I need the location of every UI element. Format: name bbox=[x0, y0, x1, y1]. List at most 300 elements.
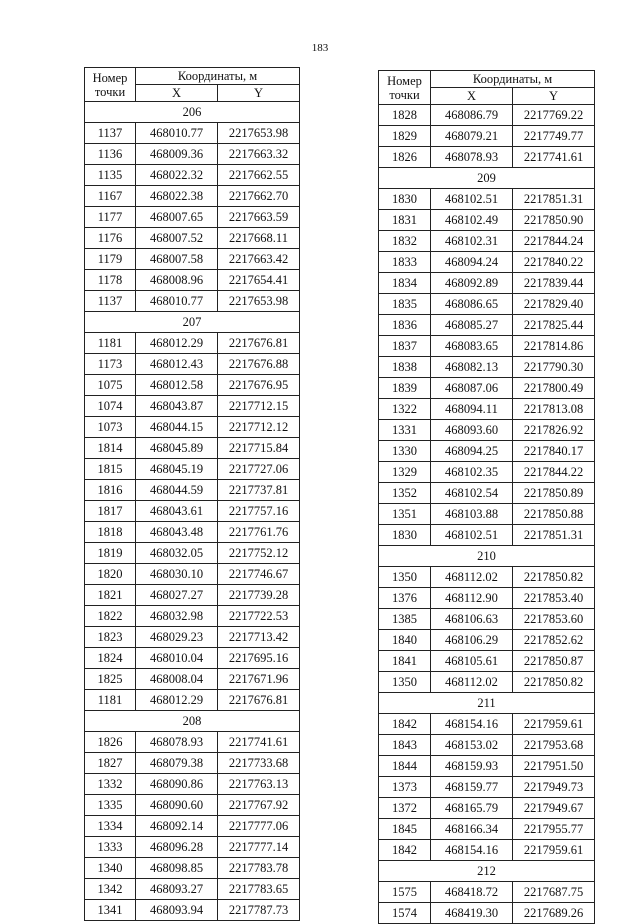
y-coordinate: 2217663.42 bbox=[218, 249, 300, 270]
table-row bbox=[85, 732, 300, 753]
x-coordinate: 468093.60 bbox=[431, 420, 513, 441]
x-coordinate: 468007.65 bbox=[136, 207, 218, 228]
x-coordinate: 468159.93 bbox=[431, 756, 513, 777]
x-coordinate: 468086.79 bbox=[431, 105, 513, 126]
x-coordinate: 468098.85 bbox=[136, 858, 218, 879]
point-number: 1817 bbox=[85, 501, 136, 522]
table-row bbox=[379, 777, 595, 798]
x-coordinate: 468079.38 bbox=[136, 753, 218, 774]
point-number: 1825 bbox=[85, 669, 136, 690]
point-number: 1330 bbox=[379, 441, 431, 462]
table-row bbox=[85, 396, 300, 417]
y-coordinate: 2217653.98 bbox=[218, 123, 300, 144]
table-row bbox=[379, 441, 595, 462]
group-number: 212 bbox=[379, 861, 595, 882]
point-number: 1828 bbox=[379, 105, 431, 126]
y-coordinate: 2217741.61 bbox=[513, 147, 595, 168]
x-coordinate: 468022.38 bbox=[136, 186, 218, 207]
point-number: 1332 bbox=[85, 774, 136, 795]
y-coordinate: 2217850.90 bbox=[513, 210, 595, 231]
y-coordinate: 2217741.61 bbox=[218, 732, 300, 753]
y-coordinate: 2217713.42 bbox=[218, 627, 300, 648]
table-row bbox=[85, 648, 300, 669]
table-row bbox=[85, 669, 300, 690]
y-coordinate: 2217850.89 bbox=[513, 483, 595, 504]
x-coordinate: 468045.19 bbox=[136, 459, 218, 480]
point-number: 1826 bbox=[379, 147, 431, 168]
x-coordinate: 468106.63 bbox=[431, 609, 513, 630]
table-row bbox=[85, 417, 300, 438]
group-row bbox=[85, 102, 300, 123]
y-coordinate: 2217777.14 bbox=[218, 837, 300, 858]
point-number: 1842 bbox=[379, 840, 431, 861]
x-coordinate: 468012.43 bbox=[136, 354, 218, 375]
group-number: 211 bbox=[379, 693, 595, 714]
table-row bbox=[379, 210, 595, 231]
point-number: 1376 bbox=[379, 588, 431, 609]
header-row bbox=[379, 71, 595, 88]
x-coordinate: 468096.28 bbox=[136, 837, 218, 858]
point-number: 1350 bbox=[379, 567, 431, 588]
x-coordinate: 468078.93 bbox=[431, 147, 513, 168]
point-number: 1181 bbox=[85, 333, 136, 354]
y-header: Y bbox=[218, 85, 300, 102]
table-row bbox=[85, 291, 300, 312]
x-coordinate: 468087.06 bbox=[431, 378, 513, 399]
table-row bbox=[85, 522, 300, 543]
y-coordinate: 2217851.31 bbox=[513, 189, 595, 210]
table-row bbox=[379, 651, 595, 672]
y-coordinate: 2217814.86 bbox=[513, 336, 595, 357]
x-header: X bbox=[136, 85, 218, 102]
x-coordinate: 468043.48 bbox=[136, 522, 218, 543]
table-row bbox=[85, 480, 300, 501]
point-number: 1574 bbox=[379, 903, 431, 924]
x-coordinate: 468086.65 bbox=[431, 294, 513, 315]
table-row bbox=[379, 798, 595, 819]
y-coordinate: 2217783.78 bbox=[218, 858, 300, 879]
y-coordinate: 2217653.98 bbox=[218, 291, 300, 312]
y-coordinate: 2217695.16 bbox=[218, 648, 300, 669]
x-coordinate: 468043.61 bbox=[136, 501, 218, 522]
table-row bbox=[85, 144, 300, 165]
x-coordinate: 468012.29 bbox=[136, 333, 218, 354]
table-row bbox=[379, 903, 595, 924]
x-coordinate: 468154.16 bbox=[431, 714, 513, 735]
table-row bbox=[379, 420, 595, 441]
y-coordinate: 2217839.44 bbox=[513, 273, 595, 294]
point-number: 1827 bbox=[85, 753, 136, 774]
point-number: 1819 bbox=[85, 543, 136, 564]
x-coordinate: 468082.13 bbox=[431, 357, 513, 378]
y-coordinate: 2217787.73 bbox=[218, 900, 300, 921]
point-number: 1372 bbox=[379, 798, 431, 819]
x-coordinate: 468012.29 bbox=[136, 690, 218, 711]
x-coordinate: 468102.51 bbox=[431, 525, 513, 546]
x-coordinate: 468165.79 bbox=[431, 798, 513, 819]
table-row bbox=[379, 483, 595, 504]
x-coordinate: 468106.29 bbox=[431, 630, 513, 651]
y-coordinate: 2217844.24 bbox=[513, 231, 595, 252]
y-coordinate: 2217813.08 bbox=[513, 399, 595, 420]
point-number: 1135 bbox=[85, 165, 136, 186]
point-number: 1840 bbox=[379, 630, 431, 651]
point-number: 1136 bbox=[85, 144, 136, 165]
x-coordinate: 468092.14 bbox=[136, 816, 218, 837]
table-row bbox=[85, 543, 300, 564]
point-number: 1137 bbox=[85, 291, 136, 312]
table-row bbox=[85, 816, 300, 837]
coordinates-table-right bbox=[378, 70, 595, 924]
point-number: 1181 bbox=[85, 690, 136, 711]
point-number: 1838 bbox=[379, 357, 431, 378]
y-coordinate: 2217769.22 bbox=[513, 105, 595, 126]
point-number: 1334 bbox=[85, 816, 136, 837]
point-number: 1845 bbox=[379, 819, 431, 840]
table-row bbox=[85, 354, 300, 375]
point-number: 1832 bbox=[379, 231, 431, 252]
x-coordinate: 468045.89 bbox=[136, 438, 218, 459]
group-number: 210 bbox=[379, 546, 595, 567]
point-number: 1075 bbox=[85, 375, 136, 396]
point-number: 1829 bbox=[379, 126, 431, 147]
table-row bbox=[85, 606, 300, 627]
table-row bbox=[379, 504, 595, 525]
point-number: 1844 bbox=[379, 756, 431, 777]
x-coordinate: 468008.04 bbox=[136, 669, 218, 690]
group-row bbox=[379, 861, 595, 882]
y-coordinate: 2217733.68 bbox=[218, 753, 300, 774]
table-row bbox=[379, 315, 595, 336]
y-coordinate: 2217749.77 bbox=[513, 126, 595, 147]
table-row bbox=[85, 186, 300, 207]
right-table-body bbox=[379, 105, 595, 924]
point-number: 1575 bbox=[379, 882, 431, 903]
y-coordinate: 2217800.49 bbox=[513, 378, 595, 399]
x-coordinate: 468044.59 bbox=[136, 480, 218, 501]
table-row bbox=[85, 249, 300, 270]
table-row bbox=[379, 735, 595, 756]
group-number: 209 bbox=[379, 168, 595, 189]
y-coordinate: 2217951.50 bbox=[513, 756, 595, 777]
point-number: 1179 bbox=[85, 249, 136, 270]
x-coordinate: 468105.61 bbox=[431, 651, 513, 672]
x-coordinate: 468029.23 bbox=[136, 627, 218, 648]
y-header: Y bbox=[513, 88, 595, 105]
x-coordinate: 468419.30 bbox=[431, 903, 513, 924]
coordinates-header: Координаты, м bbox=[136, 68, 300, 85]
y-coordinate: 2217844.22 bbox=[513, 462, 595, 483]
point-number: 1073 bbox=[85, 417, 136, 438]
group-row bbox=[85, 312, 300, 333]
table-row bbox=[85, 270, 300, 291]
point-number: 1826 bbox=[85, 732, 136, 753]
point-number: 1816 bbox=[85, 480, 136, 501]
x-coordinate: 468010.77 bbox=[136, 291, 218, 312]
point-number: 1836 bbox=[379, 315, 431, 336]
y-coordinate: 2217727.06 bbox=[218, 459, 300, 480]
y-coordinate: 2217687.75 bbox=[513, 882, 595, 903]
point-number: 1842 bbox=[379, 714, 431, 735]
y-coordinate: 2217712.15 bbox=[218, 396, 300, 417]
x-coordinate: 468085.27 bbox=[431, 315, 513, 336]
coordinates-header: Координаты, м bbox=[431, 71, 595, 88]
point-number: 1823 bbox=[85, 627, 136, 648]
x-coordinate: 468078.93 bbox=[136, 732, 218, 753]
x-header: X bbox=[431, 88, 513, 105]
point-number: 1814 bbox=[85, 438, 136, 459]
table-row bbox=[85, 837, 300, 858]
point-number: 1329 bbox=[379, 462, 431, 483]
x-coordinate: 468102.35 bbox=[431, 462, 513, 483]
table-row bbox=[379, 231, 595, 252]
point-number: 1833 bbox=[379, 252, 431, 273]
x-coordinate: 468154.16 bbox=[431, 840, 513, 861]
table-row bbox=[379, 357, 595, 378]
table-row bbox=[379, 882, 595, 903]
x-coordinate: 468093.94 bbox=[136, 900, 218, 921]
x-coordinate: 468094.25 bbox=[431, 441, 513, 462]
table-row bbox=[379, 525, 595, 546]
y-coordinate: 2217840.17 bbox=[513, 441, 595, 462]
y-coordinate: 2217676.88 bbox=[218, 354, 300, 375]
y-coordinate: 2217671.96 bbox=[218, 669, 300, 690]
table-row bbox=[379, 609, 595, 630]
point-number: 1137 bbox=[85, 123, 136, 144]
y-coordinate: 2217851.31 bbox=[513, 525, 595, 546]
group-row bbox=[379, 693, 595, 714]
y-coordinate: 2217850.87 bbox=[513, 651, 595, 672]
table-row bbox=[85, 900, 300, 921]
group-row bbox=[379, 168, 595, 189]
left-table-body bbox=[85, 102, 300, 921]
y-coordinate: 2217763.13 bbox=[218, 774, 300, 795]
table-row bbox=[85, 564, 300, 585]
y-coordinate: 2217663.59 bbox=[218, 207, 300, 228]
x-coordinate: 468022.32 bbox=[136, 165, 218, 186]
table-row bbox=[379, 126, 595, 147]
x-coordinate: 468092.89 bbox=[431, 273, 513, 294]
table-row bbox=[379, 567, 595, 588]
table-row bbox=[379, 378, 595, 399]
x-coordinate: 468102.31 bbox=[431, 231, 513, 252]
x-coordinate: 468112.02 bbox=[431, 672, 513, 693]
table-row bbox=[379, 819, 595, 840]
y-coordinate: 2217715.84 bbox=[218, 438, 300, 459]
point-number: 1822 bbox=[85, 606, 136, 627]
table-row bbox=[85, 627, 300, 648]
table-row bbox=[85, 774, 300, 795]
point-number: 1333 bbox=[85, 837, 136, 858]
point-number-header: Номер точки bbox=[85, 68, 136, 102]
table-row bbox=[379, 588, 595, 609]
page-number: 183 bbox=[311, 42, 329, 54]
table-row bbox=[379, 189, 595, 210]
y-coordinate: 2217767.92 bbox=[218, 795, 300, 816]
x-coordinate: 468418.72 bbox=[431, 882, 513, 903]
x-coordinate: 468102.49 bbox=[431, 210, 513, 231]
coordinates-table-left bbox=[84, 67, 300, 921]
x-coordinate: 468102.54 bbox=[431, 483, 513, 504]
y-coordinate: 2217853.40 bbox=[513, 588, 595, 609]
x-coordinate: 468010.77 bbox=[136, 123, 218, 144]
table-row bbox=[379, 147, 595, 168]
y-coordinate: 2217959.61 bbox=[513, 840, 595, 861]
y-coordinate: 2217949.73 bbox=[513, 777, 595, 798]
point-number: 1167 bbox=[85, 186, 136, 207]
point-number: 1837 bbox=[379, 336, 431, 357]
y-coordinate: 2217761.76 bbox=[218, 522, 300, 543]
x-coordinate: 468009.36 bbox=[136, 144, 218, 165]
group-number: 208 bbox=[85, 711, 300, 732]
x-coordinate: 468012.58 bbox=[136, 375, 218, 396]
x-coordinate: 468112.90 bbox=[431, 588, 513, 609]
table-row bbox=[85, 858, 300, 879]
table-row bbox=[85, 333, 300, 354]
point-number: 1820 bbox=[85, 564, 136, 585]
table-row bbox=[379, 714, 595, 735]
y-coordinate: 2217757.16 bbox=[218, 501, 300, 522]
x-coordinate: 468083.65 bbox=[431, 336, 513, 357]
table-row bbox=[379, 399, 595, 420]
group-number: 206 bbox=[85, 102, 300, 123]
table-row bbox=[85, 165, 300, 186]
point-number: 1335 bbox=[85, 795, 136, 816]
point-number: 1322 bbox=[379, 399, 431, 420]
point-number: 1843 bbox=[379, 735, 431, 756]
point-number: 1385 bbox=[379, 609, 431, 630]
y-coordinate: 2217850.88 bbox=[513, 504, 595, 525]
x-coordinate: 468043.87 bbox=[136, 396, 218, 417]
table-row bbox=[379, 336, 595, 357]
y-coordinate: 2217955.77 bbox=[513, 819, 595, 840]
y-coordinate: 2217959.61 bbox=[513, 714, 595, 735]
y-coordinate: 2217676.95 bbox=[218, 375, 300, 396]
x-coordinate: 468090.86 bbox=[136, 774, 218, 795]
point-number: 1831 bbox=[379, 210, 431, 231]
table-row bbox=[85, 438, 300, 459]
y-coordinate: 2217676.81 bbox=[218, 690, 300, 711]
y-coordinate: 2217840.22 bbox=[513, 252, 595, 273]
point-number: 1331 bbox=[379, 420, 431, 441]
y-coordinate: 2217949.67 bbox=[513, 798, 595, 819]
table-row bbox=[379, 630, 595, 651]
y-coordinate: 2217829.40 bbox=[513, 294, 595, 315]
table-row bbox=[85, 207, 300, 228]
point-number-header: Номер точки bbox=[379, 71, 431, 105]
point-number: 1830 bbox=[379, 525, 431, 546]
y-coordinate: 2217790.30 bbox=[513, 357, 595, 378]
point-number: 1341 bbox=[85, 900, 136, 921]
y-coordinate: 2217850.82 bbox=[513, 567, 595, 588]
table-row bbox=[85, 795, 300, 816]
x-coordinate: 468103.88 bbox=[431, 504, 513, 525]
y-coordinate: 2217953.68 bbox=[513, 735, 595, 756]
x-coordinate: 468007.58 bbox=[136, 249, 218, 270]
table-row bbox=[379, 273, 595, 294]
table-row bbox=[85, 879, 300, 900]
x-coordinate: 468094.11 bbox=[431, 399, 513, 420]
point-number: 1841 bbox=[379, 651, 431, 672]
y-coordinate: 2217739.28 bbox=[218, 585, 300, 606]
point-number: 1373 bbox=[379, 777, 431, 798]
x-coordinate: 468166.34 bbox=[431, 819, 513, 840]
x-coordinate: 468102.51 bbox=[431, 189, 513, 210]
table-row bbox=[379, 462, 595, 483]
x-coordinate: 468079.21 bbox=[431, 126, 513, 147]
table-row bbox=[379, 840, 595, 861]
x-coordinate: 468032.05 bbox=[136, 543, 218, 564]
x-coordinate: 468153.02 bbox=[431, 735, 513, 756]
table-row bbox=[85, 585, 300, 606]
y-coordinate: 2217662.55 bbox=[218, 165, 300, 186]
point-number: 1835 bbox=[379, 294, 431, 315]
point-number: 1173 bbox=[85, 354, 136, 375]
y-coordinate: 2217777.06 bbox=[218, 816, 300, 837]
point-number: 1074 bbox=[85, 396, 136, 417]
x-coordinate: 468094.24 bbox=[431, 252, 513, 273]
point-number: 1352 bbox=[379, 483, 431, 504]
y-coordinate: 2217654.41 bbox=[218, 270, 300, 291]
point-number: 1824 bbox=[85, 648, 136, 669]
y-coordinate: 2217783.65 bbox=[218, 879, 300, 900]
table-row bbox=[379, 756, 595, 777]
y-coordinate: 2217752.12 bbox=[218, 543, 300, 564]
point-number: 1176 bbox=[85, 228, 136, 249]
group-number: 207 bbox=[85, 312, 300, 333]
point-number: 1818 bbox=[85, 522, 136, 543]
x-coordinate: 468112.02 bbox=[431, 567, 513, 588]
x-coordinate: 468093.27 bbox=[136, 879, 218, 900]
x-coordinate: 468044.15 bbox=[136, 417, 218, 438]
y-coordinate: 2217663.32 bbox=[218, 144, 300, 165]
table-row bbox=[85, 123, 300, 144]
table-row bbox=[85, 375, 300, 396]
y-coordinate: 2217850.82 bbox=[513, 672, 595, 693]
y-coordinate: 2217676.81 bbox=[218, 333, 300, 354]
y-coordinate: 2217826.92 bbox=[513, 420, 595, 441]
y-coordinate: 2217853.60 bbox=[513, 609, 595, 630]
table-row bbox=[85, 753, 300, 774]
point-number: 1839 bbox=[379, 378, 431, 399]
group-row bbox=[379, 546, 595, 567]
x-coordinate: 468007.52 bbox=[136, 228, 218, 249]
table-row bbox=[85, 228, 300, 249]
x-coordinate: 468032.98 bbox=[136, 606, 218, 627]
y-coordinate: 2217737.81 bbox=[218, 480, 300, 501]
y-coordinate: 2217852.62 bbox=[513, 630, 595, 651]
table-row bbox=[85, 501, 300, 522]
x-coordinate: 468027.27 bbox=[136, 585, 218, 606]
table-row bbox=[85, 690, 300, 711]
point-number: 1821 bbox=[85, 585, 136, 606]
y-coordinate: 2217668.11 bbox=[218, 228, 300, 249]
point-number: 1342 bbox=[85, 879, 136, 900]
table-row bbox=[379, 672, 595, 693]
header-row bbox=[85, 68, 300, 85]
y-coordinate: 2217722.53 bbox=[218, 606, 300, 627]
table-row bbox=[85, 459, 300, 480]
group-row bbox=[85, 711, 300, 732]
x-coordinate: 468159.77 bbox=[431, 777, 513, 798]
table-row bbox=[379, 252, 595, 273]
point-number: 1177 bbox=[85, 207, 136, 228]
y-coordinate: 2217746.67 bbox=[218, 564, 300, 585]
point-number: 1830 bbox=[379, 189, 431, 210]
y-coordinate: 2217712.12 bbox=[218, 417, 300, 438]
point-number: 1340 bbox=[85, 858, 136, 879]
point-number: 1350 bbox=[379, 672, 431, 693]
